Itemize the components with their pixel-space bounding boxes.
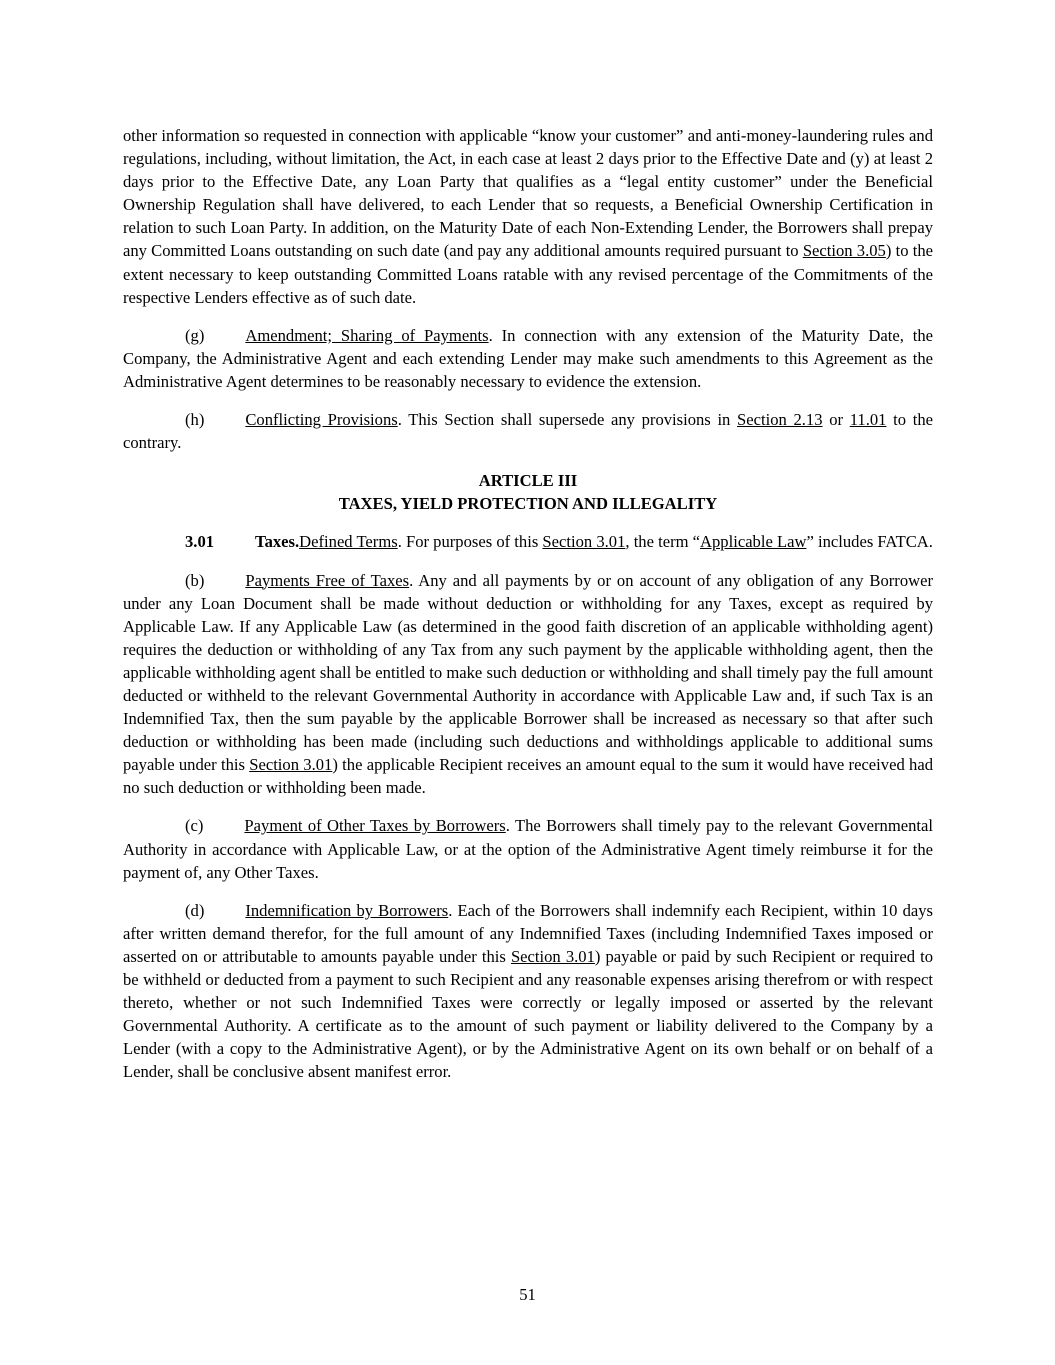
underlined-text: Applicable Law [700,532,807,552]
text-segment: . The Borrowers shall timely pay to the relevant Governmental Authority in accordance with Applicable Law, or at the option of the Administrative Agent timely reimburse it for the payment of, any Other Taxes. [123,816,934,882]
section-heading [123,469,933,515]
bold-text: Taxes. [255,532,300,552]
underlined-text: Section 3.01 [510,946,595,966]
paragraph [123,814,933,883]
text-segment: to the contrary. [123,410,933,453]
underlined-text: Section 3.01 [249,755,333,775]
paragraph [123,569,933,800]
paragraph [123,530,933,553]
text-segment: or [822,410,850,430]
underlined-text: 11.01 [849,410,887,430]
underlined-text: Conflicting Provisions [245,410,398,430]
bold-text: TAXES, YIELD PROTECTION AND ILLEGALITY [338,494,718,514]
underlined-text: Defined Terms [299,532,398,552]
underlined-text: Indemnification by Borrowers [245,900,449,920]
text-segment: . This Section shall supersede any provisions in [397,410,738,430]
text-segment: (h) [185,410,205,430]
text-segment: other information so requested in connection with applicable “know your customer” and anti-money-laundering rules and regulations, including, without limitation, the Act, in each case at least 2 days prior to the Effective Date and (y) at least 2 days prior to the Effective Date, any Loan Party that qualifies as a “legal entity customer” under the Beneficial Ownership Regulation shall have delivered, to each Lender that so requests, a Beneficial Ownership Certification in relation to such Loan Party. In addition, on the Maturity Date of each Non-Extending Lender, the Borrowers shall prepay any Committed Loans outstanding on such date (and pay any additional amounts required pursuant to [123,126,933,261]
text-segment: (g) [185,325,205,345]
paragraph [123,324,933,393]
text-segment: . For purposes of this [397,532,543,552]
text-segment: (c) [185,816,204,836]
bold-text: 3.01 [185,532,215,552]
text-segment: . Any and all payments by or on account of any obligation of any Borrower under any Loan Document shall be made without deduction or withholding for any Taxes, except as required by Applicable Law. If any Applicable Law (as determined in the good faith discretion of an applicable withholding agent) requires the deduction or withholding of any Tax from any such payment by the applicable withholding agent, then the applicable withholding agent shall be entitled to make such deduction or withholding and shall timely pay the full amount deducted or withheld to the relevant Governmental Authority in accordance with Applicable Law and, if such Tax is an Indemnified Tax, then the sum payable by the applicable Borrower shall be increased as necessary so that after such deduction or withholding has been made (including such deductions and withholdings applicable to additional sums payable under this [123,570,933,775]
text-segment: (d) [185,900,205,920]
underlined-text: Section 2.13 [737,410,823,430]
text-segment: (b) [185,570,205,590]
bold-text: ARTICLE III [478,471,578,491]
underlined-text: Payment of Other Taxes by Borrowers [244,816,506,836]
text-segment: ) the applicable Recipient receives an amount equal to the sum it would have received had no such deduction or withholding been made. [123,755,933,798]
text-segment: ” includes FATCA. [806,532,933,552]
underlined-text: Section 3.05 [802,241,886,261]
document-content [123,124,933,1098]
text-segment: ) to the extent necessary to keep outstanding Committed Loans ratable with any revised percentage of the Commitments of the respective Lenders effective as of such date. [123,241,933,307]
underlined-text: Section 3.01 [542,532,626,552]
underlined-text: Payments Free of Taxes [245,570,410,590]
underlined-text: Amendment; Sharing of Payments [245,325,489,345]
text-segment: . In connection with any extension of the Maturity Date, the Company, the Administrative Agent and each extending Lender may make such amendments to this Agreement as the Administrative Agent determines to be reasonably necessary to evidence the extension. [123,325,933,391]
paragraph [123,124,933,309]
text-segment: ) payable or paid by such Recipient or required to be withheld or deducted from a payment to such Recipient and any reasonable expenses arising therefrom or with respect thereto, whether or not such Indemnified Taxes were correctly or legally imposed or asserted by the relevant Governmental Authority. A certificate as to the amount of such payment or liability delivered to the Company by a Lender (with a copy to the Administrative Agent), or by the Administrative Agent on its own behalf or on behalf of a Lender, shall be conclusive absent manifest error. [123,946,934,1082]
page-number: 51 [519,1285,536,1304]
text-segment: . Each of the Borrowers shall indemnify each Recipient, within 10 days after written demand therefor, for the full amount of any Indemnified Taxes (including Indemnified Taxes imposed or asserted on or attributable to amounts payable under this [123,900,933,966]
paragraph [123,408,933,454]
text-segment: , the term “ [625,532,701,552]
paragraph [123,899,933,1084]
